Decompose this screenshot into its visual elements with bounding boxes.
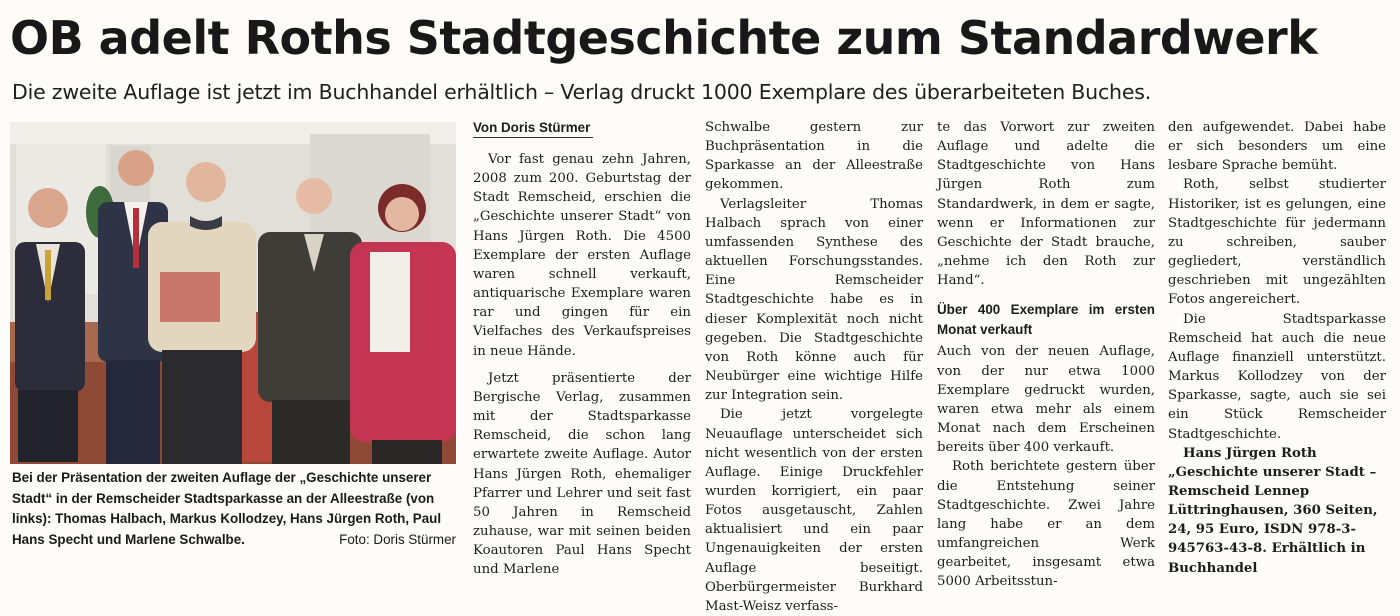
paragraph: Roth, selbst studierter Historiker, ist es gelungen, eine Stadtgeschichte für jedermann zu schreiben, sauber gegliedert, verständlich geschrieben mit ungezählten Fotos angereichert.	[1168, 177, 1386, 308]
book-info: Hans Jürgen Roth „Geschichte unserer Stadt – Remscheid Lennep Lüttringhausen, 360 Seiten, 24, 95 Euro, ISDN 978-3-945763-43-8. Erhältlich in Buchhandel	[1168, 445, 1378, 576]
paragraph: te das Vorwort zur zweiten Auflage und adelte die Stadtgeschichte von Hans Jürgen Roth zum Standardwerk, in dem er sagte, wenn er Informationen zur Geschichte der Stadt brauche, „nehme ich den Roth zur Hand“.	[937, 120, 1155, 289]
caption-text: Bei der Präsentation der zweiten Auflage der „Geschichte unserer Stadt“ in der Remscheider Stadtsparkasse an der Alleestraße (von links): Thomas Halbach, Markus Kollodzey, Hans Jürgen Roth, Paul Hans Specht und Marlene Schwalbe.	[12, 470, 442, 547]
paragraph: Vor fast genau zehn Jahren, 2008 zum 200. Geburtstag der Stadt Remscheid, erschien die „Geschichte unserer Stadt“ von Hans Jürgen Roth. Die 4500 Exemplare der ersten Auflage waren schnell verkauft, antiquarische Exemplare waren rar und gingen für ein Vielfaches des Verkaufspreises in neue Hände.	[473, 152, 691, 359]
group-photo-illustration	[10, 122, 456, 464]
paragraph: Auch von der neuen Auflage, von der nur etwa 1000 Exemplare gedruckt wurden, waren etwa mehr als einem Monat nach dem Erscheinen bereits über 400 verkauft.	[937, 344, 1155, 456]
article-column-3	[937, 118, 1155, 591]
paragraph: Die jetzt vorgelegte Neuauflage unterscheidet sich nicht wesentlich von der ersten Auflage. Einige Druckfehler wurden korrigiert, ein paar Fotos ausgetauscht, Zahlen aktualisiert und ein paar Ungenauigkeiten der ersten Auflage beseitigt. Oberbürgermeister Burkhard Mast-Weisz verfass-	[705, 407, 923, 614]
book-in-photo	[160, 272, 220, 322]
paragraph: Verlagsleiter Thomas Halbach sprach von einer umfassenden Synthese des aktuellen Forschungsstandes. Eine Remscheider Stadtgeschichte habe es in dieser Komplexität noch nicht gegeben. Die Stadtgeschichte von Roth könne auch für Neubürger eine wichtige Hilfe zur Integration sein.	[705, 196, 923, 404]
paragraph: Roth berichtete gestern über die Entstehung seiner Stadtgeschichte. Zwei Jahre lang habe er an dem umfangreichen Werk gearbeitet, insgesamt etwa 5000 Arbeitsstun-	[937, 459, 1155, 590]
paragraph: Die Stadtsparkasse Remscheid hat auch die neue Auflage finanziell unterstützt. Markus Kollodzey von der Sparkasse, sagte, auch sie sei ein Stück Remscheider Stadtgeschichte.	[1168, 311, 1386, 442]
subheading: Über 400 Exemplare im ersten Monat verkauft	[937, 302, 1155, 338]
article-column-1	[473, 118, 691, 579]
article-column-4	[1168, 118, 1386, 578]
subheadline: Die zweite Auflage ist jetzt im Buchhandel erhältlich – Verlag druckt 1000 Exemplare des überarbeiteten Buches.	[12, 80, 1152, 104]
byline: Von Doris Stürmer	[473, 118, 593, 138]
paragraph: Schwalbe gestern zur Buchpräsentation in die Sparkasse an der Alleestraße gekommen.	[705, 120, 923, 193]
paragraph: den aufgewendet. Dabei habe er sich besonders um eine lesbare Sprache bemüht.	[1168, 120, 1386, 174]
article-column-2	[705, 118, 923, 616]
article-photo	[10, 122, 456, 464]
paragraph: Jetzt präsentierte der Bergische Verlag, zusammen mit der Stadtsparkasse Remscheid, die schon lang erwartete zweite Auflage. Autor Hans Jürgen Roth, ehemaliger Pfarrer und Lehrer und seit fast 50 Jahren in Remscheid zuhause, war mit seinen beiden Koautoren Paul Hans Specht und Marlene	[473, 370, 691, 578]
photo-credit: Foto: Doris Stürmer	[339, 531, 456, 547]
headline: OB adelt Roths Stadtgeschichte zum Standardwerk	[10, 11, 1318, 65]
photo-caption	[12, 468, 456, 550]
